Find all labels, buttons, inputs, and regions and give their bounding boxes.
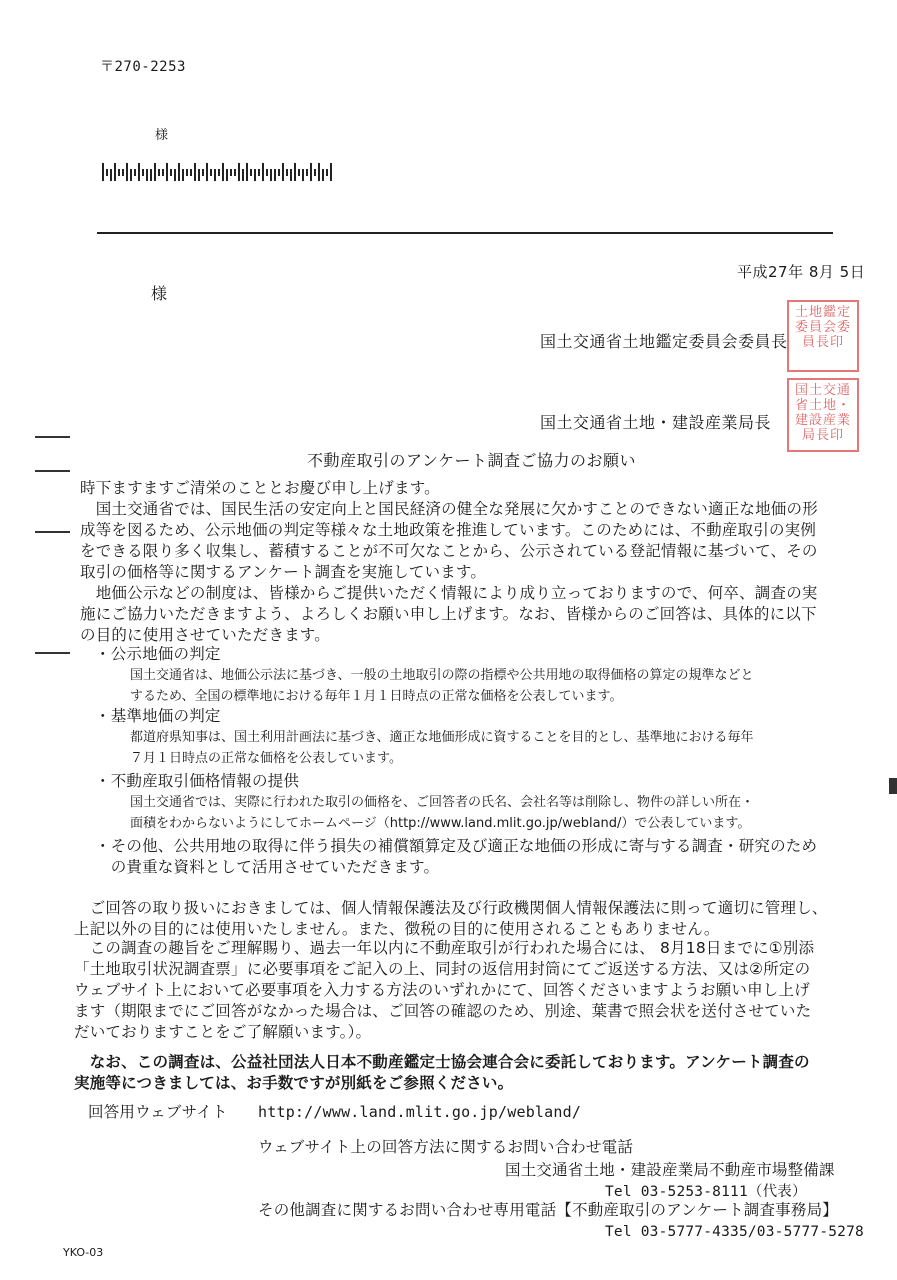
date: 平成27年 8月 5日 xyxy=(737,263,866,281)
paragraph-3: ご回答の取り扱いにおきましては、個人情報保護法及び行政機関個人情報保護法に則って適切に管理し、 上記以外の目的には使用いたしません。また、徴税の目的に使用されることもありません。 xyxy=(74,899,828,938)
barcode-bar xyxy=(142,169,144,176)
barcode-bar xyxy=(102,163,104,181)
barcode-bar xyxy=(278,169,280,176)
barcode-bar xyxy=(318,163,320,181)
purpose-item: ・公示地価の判定 国土交通省は、地価公示法に基づき、一般の土地取引の際の指標や公共用地の取得価格の算定の規準などと するため、全国の標準地における毎年１月１日時点の正常な価格を公表しています。 xyxy=(95,645,754,704)
barcode-bar xyxy=(326,169,328,176)
barcode-bar xyxy=(330,163,332,181)
barcode-bar xyxy=(146,169,148,181)
barcode-bar xyxy=(206,163,208,181)
barcode-bar xyxy=(294,163,296,181)
barcode-bar xyxy=(266,169,268,176)
barcode-bar xyxy=(126,163,128,181)
barcode-bar xyxy=(298,169,300,176)
web-inquiry-label: ウェブサイト上の回答方法に関するお問い合わせ電話 xyxy=(258,1138,634,1156)
barcode-bar xyxy=(122,169,124,176)
official-seal-bureau: 国土交通省土地・建設産業局長印 xyxy=(787,378,859,452)
barcode-bar xyxy=(118,169,120,176)
barcode-bar xyxy=(174,169,176,181)
barcode-bar xyxy=(218,169,220,176)
barcode-bar xyxy=(310,163,312,181)
paragraph-2: 地価公示などの制度は、皆様からご提供いただく情報により成り立っておりますので、何卒、調査の実 施にご協力いただきますよう、よろしくお願い申し上げます。なお、皆様からのご回答は、具体的に以下 の目的に使用させていただきます。 xyxy=(80,584,818,644)
barcode-bar xyxy=(234,169,236,176)
purpose-item: ・基準地価の判定 都道府県知事は、国土利用計画法に基づき、適正な地価形成に資することを目的とし、基準地における毎年 ７月１日時点の正常な価格を公表しています。 xyxy=(95,707,754,766)
barcode-bar xyxy=(290,169,292,181)
barcode-bar xyxy=(286,169,288,176)
barcode-bar xyxy=(130,169,132,181)
barcode-bar xyxy=(258,169,260,176)
barcode-bar xyxy=(198,169,200,181)
barcode-bar xyxy=(178,163,180,181)
paragraph-5: なお、この調査は、公益社団法人日本不動産鑑定士協会連合会に委託しております。アンケート調査の 実施等につきましては、お手数ですが別紙をご参照ください。 xyxy=(74,1053,810,1092)
barcode-bar xyxy=(194,163,196,181)
barcode-bar xyxy=(114,163,116,181)
edge-mark xyxy=(889,778,897,794)
barcode-bar xyxy=(270,169,272,181)
barcode-bar xyxy=(110,169,112,181)
other-inquiry-tel: Tel 03-5777-4335/03-5777-5278 xyxy=(605,1224,864,1240)
recipient-suffix-top: 様 xyxy=(155,128,169,143)
recipient-suffix-main: 様 xyxy=(151,284,168,303)
barcode-bar xyxy=(222,163,224,181)
margin-tick xyxy=(35,531,70,533)
barcode-bar xyxy=(322,169,324,181)
barcode-bar xyxy=(134,169,136,176)
barcode-bar xyxy=(106,169,108,176)
purpose-item-other: ・その他、公共用地の取得に伴う損失の補償額算定及び適正な地価の形成に寄与する調査・研究のため の貴重な資料として活用させていただきます。 xyxy=(95,837,818,876)
web-inquiry-tel: Tel 03-5253-8111（代表） xyxy=(605,1184,807,1200)
paragraph-4: この調査の趣旨をご理解賜り、過去一年以内に不動産取引が行われた場合には、 8月18日までに①別添 「土地取引状況調査票」に必要事項をご記入の上、同封の返信用封筒にてご返送する方法、又は②所定の ウェブサイト上において必要事項を入力する方法のいずれかにて、回答くださいますようお願い申し上げ ます（期限までにご回答がなかった場合は、ご回答の確認のため、別途、葉書で照会状を送付させていた だいておりますことをご了解願います。）。 xyxy=(74,939,815,1041)
margin-tick xyxy=(35,652,70,654)
barcode-bar xyxy=(202,169,204,176)
barcode-bar xyxy=(166,163,168,181)
barcode-bar xyxy=(254,169,256,181)
barcode-bar xyxy=(302,169,304,181)
barcode-bar xyxy=(242,169,244,181)
header-divider xyxy=(97,232,833,234)
paragraph-1: 国土交通省では、国民生活の安定向上と国民経済の健全な発展に欠かすことのできない適正な地価の形 成等を図るため、公示地価の判定等様々な土地政策を推進しています。このためには、不動産取引の実例 をできる限り多く収集し、蓄積することが不可欠なことから、公示されている登記情報に基づいて、その 取引の価格等に関するアンケート調査を実施しています。 xyxy=(80,500,818,581)
web-inquiry-dept: 国土交通省土地・建設産業局不動産市場整備課 xyxy=(505,1161,835,1179)
barcode-bar xyxy=(246,163,248,181)
barcode-bar xyxy=(274,169,276,181)
barcode-bar xyxy=(210,169,212,176)
barcode-bar xyxy=(138,163,140,181)
sender-bureau-director: 国土交通省土地・建設産業局長 xyxy=(540,413,772,432)
barcode-bar xyxy=(162,169,164,176)
other-inquiry-label: その他調査に関するお問い合わせ専用電話【不動産取引のアンケート調査事務局】 xyxy=(258,1201,838,1219)
barcode-bar xyxy=(262,163,264,181)
sender-committee-chair: 国土交通省土地鑑定委員会委員長 xyxy=(540,332,788,351)
barcode-bar xyxy=(238,163,240,181)
margin-tick xyxy=(35,436,70,438)
barcode-bar xyxy=(282,163,284,181)
barcode-bar xyxy=(214,169,216,181)
barcode-bar xyxy=(150,169,152,181)
site-url-link[interactable]: http://www.land.mlit.go.jp/webland/ xyxy=(258,1103,582,1121)
official-seal-committee: 土地鑑定委員会委員長印 xyxy=(787,300,859,372)
letter-title: 不動産取引のアンケート調査ご協力のお願い xyxy=(307,451,637,470)
barcode-bar xyxy=(250,169,252,176)
barcode-bar xyxy=(170,169,172,176)
barcode-bar xyxy=(314,169,316,176)
postal-code: 〒270-2253 xyxy=(100,59,186,75)
barcode-bar xyxy=(154,163,156,181)
barcode-bar xyxy=(158,169,160,176)
barcode-bar xyxy=(226,169,228,181)
site-label: 回答用ウェブサイト xyxy=(88,1103,228,1121)
barcode-bar xyxy=(230,169,232,176)
purpose-item: ・不動産取引価格情報の提供 国土交通省では、実際に行われた取引の価格を、ご回答者の氏名、会社名等は削除し、物件の詳しい所在・ 面積をわからないようにしてホームページ（http://www.land.mlit.go.jp/webland/）で公表しています。 xyxy=(95,772,755,831)
margin-tick xyxy=(35,470,70,472)
document-code: YKO-03 xyxy=(63,1246,104,1259)
customer-barcode xyxy=(102,162,334,180)
barcode-bar xyxy=(186,169,188,176)
barcode-bar xyxy=(182,169,184,181)
barcode-bar xyxy=(190,169,192,176)
greeting: 時下ますますご清栄のこととお慶び申し上げます。 xyxy=(80,479,440,497)
barcode-bar xyxy=(306,169,308,176)
